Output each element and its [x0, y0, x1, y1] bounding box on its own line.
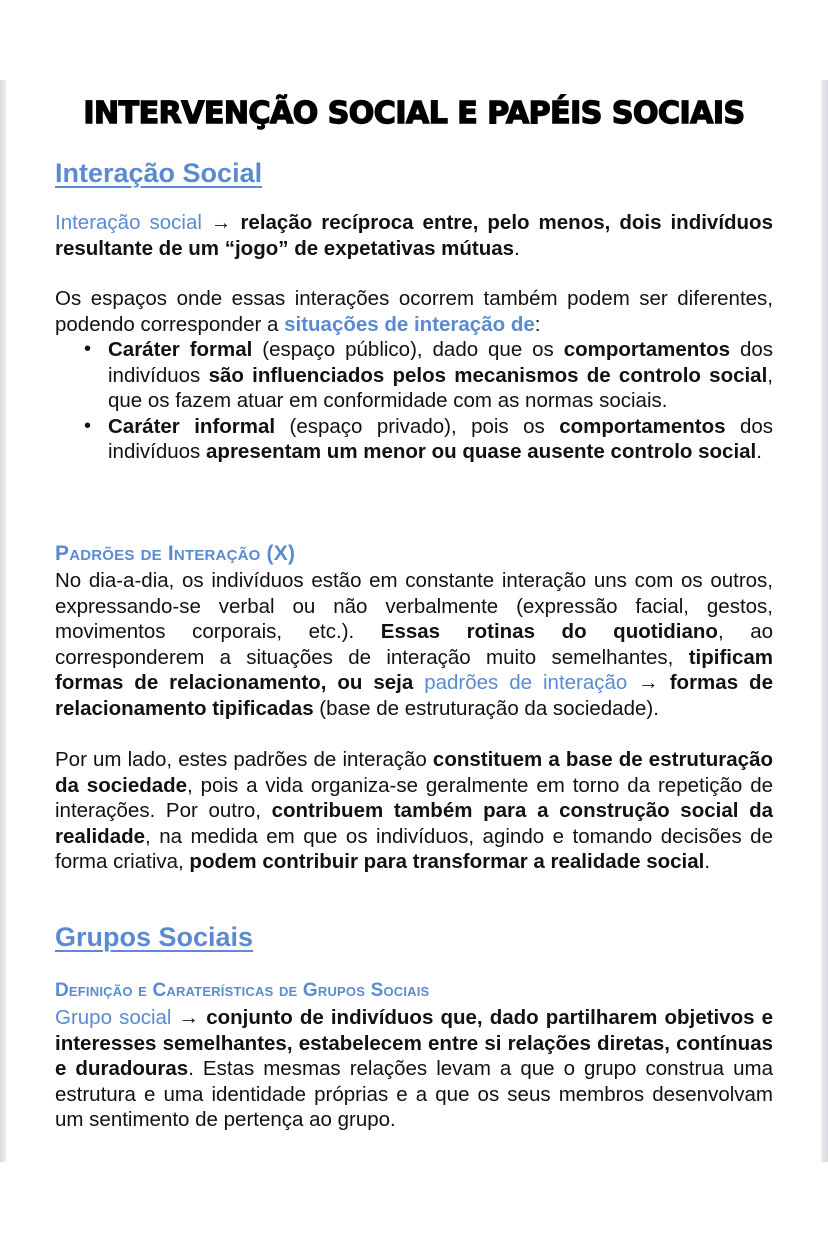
paragraph-bold: podem contribuir para transformar a realidade social	[189, 850, 705, 873]
bullet-text: (espaço privado), pois os	[275, 414, 560, 438]
spaces-paragraph	[55, 286, 773, 337]
arrow-icon: →	[178, 1006, 200, 1029]
definition-term: Grupo social	[55, 1006, 172, 1029]
definition-text: relação recíproca entre, pelo menos, dois indivíduos resultante de um “jogo” de expetativas mútuas	[55, 211, 773, 260]
bullet-text: (espaço público), dado que os	[252, 338, 564, 361]
bullet-text: dos indivíduos	[108, 338, 773, 387]
section-heading-grupos-sociais: Grupos Sociais	[55, 922, 254, 952]
document-title: INTERVENÇÃO SOCIAL E PAPÉIS SOCIAIS	[83, 96, 745, 131]
paragraph-text: . Estas mesmas relações levam a que o grupo construa uma estrutura e uma identidade próprias e a que os seus membros desenvolvam um sentimento de pertença ao grupo.	[55, 1057, 773, 1131]
paragraph-text: , na medida em que os indivíduos, agindo e tomando decisões de forma criativa,	[55, 824, 773, 873]
definition-term: Interação social	[55, 211, 202, 234]
arrow-icon: →	[638, 671, 659, 694]
bullet-list	[55, 337, 773, 465]
paragraph-bold: Essas rotinas do quotidiano	[380, 620, 718, 643]
bullet-formal	[55, 337, 773, 414]
paragraph-text: (base de estruturação da sociedade).	[313, 696, 659, 720]
page-right-edge	[821, 80, 828, 1162]
definition-text: conjunto de indivíduos que, dado partilharem objetivos e interesses semelhantes, estabelecem entre si relações diretas, contínuas e duradouras	[55, 1006, 773, 1080]
definition-interacao-social	[55, 210, 773, 261]
document-page	[0, 80, 828, 1162]
paragraph-bold: contribuem também para a construção social da realidade	[55, 799, 773, 848]
bullet-bold: comportamentos	[563, 338, 731, 361]
bullet-lead: Caráter formal	[108, 338, 253, 361]
paragraph-bold: formas de relacionamento tipificadas	[55, 671, 773, 720]
highlight-situacoes: situações de interação de	[284, 312, 535, 336]
bullet-icon: •	[84, 338, 92, 360]
paragraph-text: Os espaços onde essas interações ocorrem também podem ser diferentes, podendo corresponder a	[55, 287, 773, 336]
section-heading-interacao-social: Interação Social	[55, 158, 263, 188]
bullet-text: , que os fazem atuar em conformidade com as normas sociais.	[108, 363, 773, 412]
paragraph-text: .	[704, 850, 711, 873]
colon: :	[534, 312, 541, 336]
bullet-text: dos indivíduos	[108, 414, 773, 463]
arrow-icon: →	[210, 211, 232, 234]
period: .	[514, 236, 520, 260]
paragraph-text: , ao corresponderem a situações de interação muito semelhantes,	[55, 620, 774, 669]
paragraph-text: Por um lado, estes padrões de interação	[55, 748, 433, 771]
bullet-informal	[55, 414, 773, 465]
padroes-paragraph-1	[55, 568, 773, 721]
bullet-text: .	[756, 440, 762, 463]
subheading-padroes-interacao: Padrões de Interação (X)	[55, 542, 296, 565]
definition-grupo-social	[55, 1005, 773, 1133]
paragraph-bold: constituem a base de estruturação da sociedade	[55, 748, 773, 797]
bullet-lead: Caráter informal	[108, 414, 276, 438]
page-left-edge	[0, 80, 6, 1162]
padroes-paragraph-2	[55, 747, 773, 875]
highlight-padroes: padrões de interação	[424, 671, 628, 694]
paragraph-bold: tipificam formas de relacionamento, ou seja	[55, 645, 773, 694]
bullet-bold: apresentam um menor ou quase ausente controlo social	[206, 440, 757, 463]
subheading-definicao-grupos: Definição e Caraterísticas de Grupos Sociais	[55, 980, 430, 1001]
paragraph-text: No dia-a-dia, os indivíduos estão em constante interação uns com os outros, expressando-se verbal ou não verbalmente (expressão facial, gestos, movimentos corporais, etc.).	[55, 569, 773, 643]
bullet-bold: são influenciados pelos mecanismos de controlo social	[208, 363, 768, 387]
paragraph-text: , pois a vida organiza-se geralmente em torno da repetição de interações. Por outro,	[55, 773, 773, 822]
bullet-icon: •	[84, 414, 92, 437]
bullet-bold: comportamentos	[559, 414, 726, 438]
